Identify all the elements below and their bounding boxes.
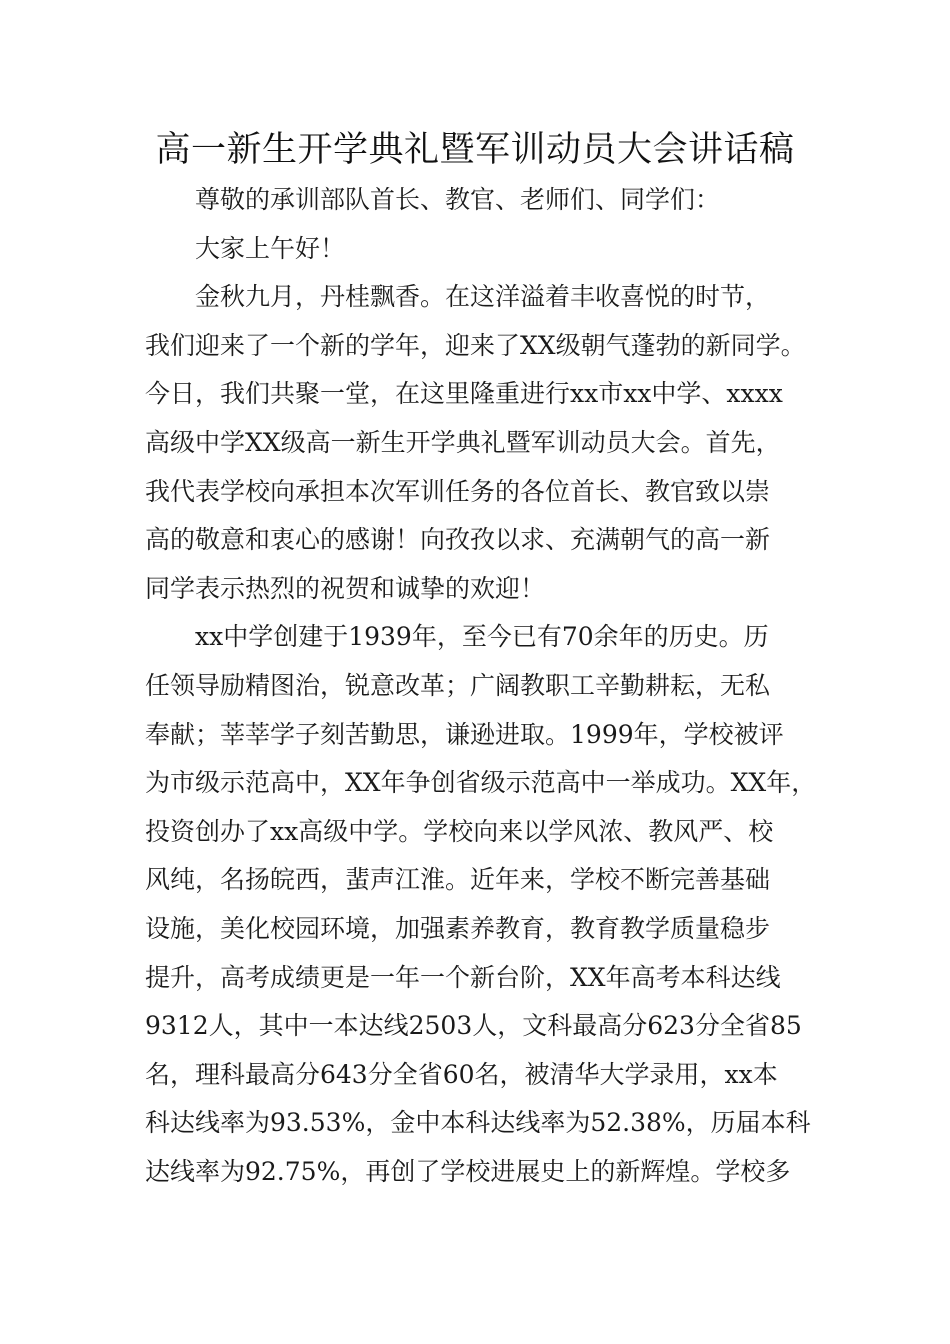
paragraph-2-line-11: 科达线率为93.53%，金中本科达线率为52.38%，历届本科 (145, 1108, 811, 1138)
paragraph-2-line-12: 达线率为92.75%，再创了学校进展史上的新辉煌。学校多 (145, 1156, 791, 1186)
paragraph-2-line-1: xx中学创建于1939年，至今已有70余年的历史。历 (195, 622, 769, 652)
paragraph-1-line-1: 金秋九月，丹桂飘香。在这洋溢着丰收喜悦的时节， (195, 282, 771, 312)
paragraph-1-line-2: 我们迎来了一个新的学年，迎来了XX级朝气蓬勃的新同学。 (145, 330, 806, 360)
paragraph-2-line-6: 风纯，名扬皖西，蜚声江淮。近年来，学校不断完善基础 (145, 865, 771, 895)
paragraph-2-line-7: 设施，美化校园环境，加强素养教育，教育教学质量稳步 (145, 913, 771, 943)
paragraph-1-line-3: 今日，我们共聚一堂，在这里隆重进行xx市xx中学、xxxx (145, 379, 783, 409)
document-body (145, 176, 825, 1196)
paragraph-1-line-6: 高的敬意和衷心的感谢！向孜孜以求、充满朝气的高一新 (145, 525, 771, 555)
paragraph-2-line-4: 为市级示范高中，XX年争创省级示范高中一举成功。XX年， (145, 768, 817, 798)
paragraph-1-line-5: 我代表学校向承担本次军训任务的各位首长、教官致以崇 (145, 476, 771, 506)
salutation-line: 尊敬的承训部队首长、教官、老师们、同学们： (195, 185, 721, 214)
paragraph-1-line-4: 高级中学XX级高一新生开学典礼暨军训动员大会。首先， (145, 427, 781, 457)
paragraph-2-line-5: 投资创办了xx高级中学。学校向来以学风浓、教风严、校 (145, 816, 774, 846)
paragraph-2-line-3: 奉献；莘莘学子刻苦勤思，谦逊进取。1999年，学校被评 (145, 719, 784, 749)
paragraph-2-line-2: 任领导励精图治，锐意改革；广阔教职工辛勤耕耘，无私 (145, 670, 771, 700)
paragraph-2-line-8: 提升，高考成绩更是一年一个新台阶，XX年高考本科达线 (145, 962, 781, 992)
paragraph-2-line-10: 名，理科最高分643分全省60名，被清华大学录用，xx本 (145, 1059, 778, 1089)
greeting-line: 大家上午好！ (195, 233, 346, 263)
paragraph-2-line-9: 9312人，其中一本达线2503人，文科最高分623分全省85 (145, 1011, 802, 1041)
document-title: 高一新生开学典礼暨军训动员大会讲话稿 (155, 130, 795, 170)
paragraph-1-line-7: 同学表示热烈的祝贺和诚挚的欢迎！ (145, 573, 546, 603)
